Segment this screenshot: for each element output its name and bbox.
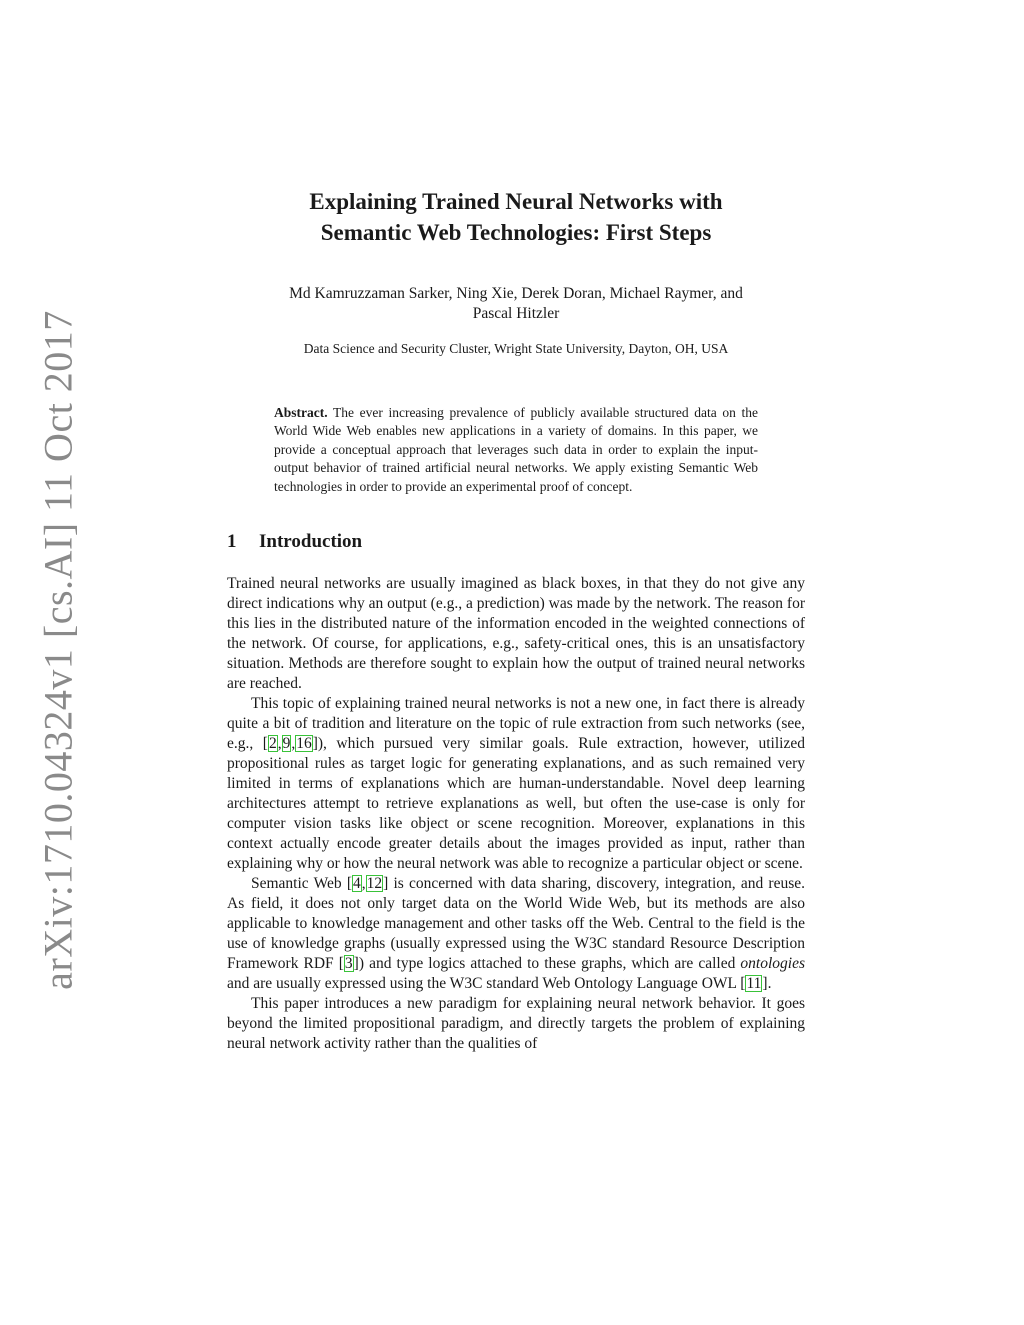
ontologies-term: ontologies	[740, 955, 805, 973]
section-title: Introduction	[259, 531, 363, 553]
citation-link[interactable]: 12	[366, 875, 383, 893]
citation-link[interactable]: 11	[746, 975, 762, 993]
authors-line-1: Md Kamruzzaman Sarker, Ning Xie, Derek Doran, Michael Raymer, and	[289, 285, 743, 302]
abstract	[274, 404, 758, 496]
paper-page	[227, 186, 805, 1054]
citation-separator: ,	[277, 735, 282, 753]
abstract-text: The ever increasing prevalence of publicly available structured data on the World Wide Web enables new applications in a variety of domains. In this paper, we provide a conceptual approach that leverages such data in order to explain the input-output behavior of trained artificial neural networks. We apply existing Semantic Web technologies in order to provide an experimental proof of concept.	[274, 405, 758, 494]
paragraph-4: This paper introduces a new paradigm for explaining neural network behavior. It goes beyond the limited propositional paradigm, and directly targets the problem of explaining neural network activity rather than the qualities of	[227, 995, 805, 1053]
author-list	[227, 284, 805, 324]
introduction-body	[227, 574, 805, 1054]
paragraph-2-text-a: This topic of explaining trained neural networks is not a new one, in fact there is already quite a bit of tradition and literature on the topic of rule extraction from such networks (see, e.g.,	[227, 695, 805, 753]
section-number: 1	[227, 531, 237, 553]
title-line-1: Explaining Trained Neural Networks with	[309, 189, 723, 214]
paragraph-3-text-a: Semantic Web	[251, 875, 347, 893]
paragraph-3-text-c: ) and type logics attached to these graphs, which are called	[358, 955, 741, 973]
paragraph-3: Semantic Web [4,12] is concerned with data sharing, discovery, integration, and reuse. As field, it does not only target data on the World Wide Web, but its methods are also applicable to knowledge management and other tasks off the Web. Central to the field is the use of knowledge graphs (usually expressed using the W3C standard Resource Description Framework RDF [3]) and type logics attached to these graphs, which are called ontologies and are usually expressed using the W3C standard Web Ontology Language OWL [11].	[227, 875, 805, 993]
citation-link[interactable]: 9	[282, 735, 291, 753]
citation-link[interactable]: 2	[268, 735, 277, 753]
paragraph-2: This topic of explaining trained neural networks is not a new one, in fact there is already quite a bit of tradition and literature on the topic of rule extraction from such networks (see, e.g., [2,9,16]), which pursued very similar goals. Rule extraction, however, utilized propositional rules as target logic for generating explanations, and as such remained very limited in terms of explanations which are human-understandable. Novel deep learning architectures attempt to retrieve explanations as well, but often the use-case is only for computer vision tasks like object or scene recognition. Moreover, explanations in this context actually encode greater details about the images provided as input, rather than explaining why or how the neural network was able to recognize a particular object or scene.	[227, 695, 805, 873]
abstract-label: Abstract.	[274, 405, 328, 420]
paragraph-2-text-b: ), which pursued very similar goals. Rule extraction, however, utilized propositional rules as target logic for generating explanations, and as such remained very limited in terms of explanations which are human-understandable. Novel deep learning architectures attempt to retrieve explanations as well, but often the use-case is only for computer vision tasks like object or scene recognition. Moreover, explanations in this context actually encode greater details about the images provided as input, rather than explaining why or how the neural network was able to recognize a particular object or scene.	[227, 735, 805, 873]
arxiv-identifier-stamp: arXiv:1710.04324v1 [cs.AI] 11 Oct 2017	[35, 310, 81, 990]
citation-link[interactable]: 3	[344, 955, 353, 973]
authors-line-2: Pascal Hitzler	[472, 305, 560, 322]
affiliation: Data Science and Security Cluster, Wright State University, Dayton, OH, USA	[303, 341, 729, 356]
title-line-2: Semantic Web Technologies: First Steps	[320, 220, 712, 245]
citation-link[interactable]: 4	[352, 875, 361, 893]
citation-separator: ,	[361, 875, 366, 893]
citation-separator: ,	[291, 735, 296, 753]
paragraph-1: Trained neural networks are usually imagined as black boxes, in that they do not give any direct indications why an output (e.g., a prediction) was made by the network. The reason for this lies in the distributed nature of the information encoded in the weighted connections of the network. Of course, for applications, e.g., safety-critical ones, this is an unsatisfactory situation. Methods are therefore sought to explain how the output of trained neural networks are reached.	[227, 575, 805, 693]
paper-title	[227, 186, 805, 248]
paragraph-3-text-b: is concerned with data sharing, discovery, integration, and reuse. As field, it does not only target data on the World Wide Web, but its methods are also applicable to knowledge management and other tasks off the Web. Central to the field is the use of knowledge graphs (usually expressed using the W3C standard Resource Description Framework RDF	[227, 875, 805, 973]
citation-link[interactable]: 16	[296, 735, 312, 753]
paragraph-3-text-d: and are usually expressed using the W3C standard Web Ontology Language OWL	[227, 975, 741, 993]
paragraph-3-text-e: .	[767, 975, 772, 993]
section-heading-introduction	[227, 530, 805, 554]
